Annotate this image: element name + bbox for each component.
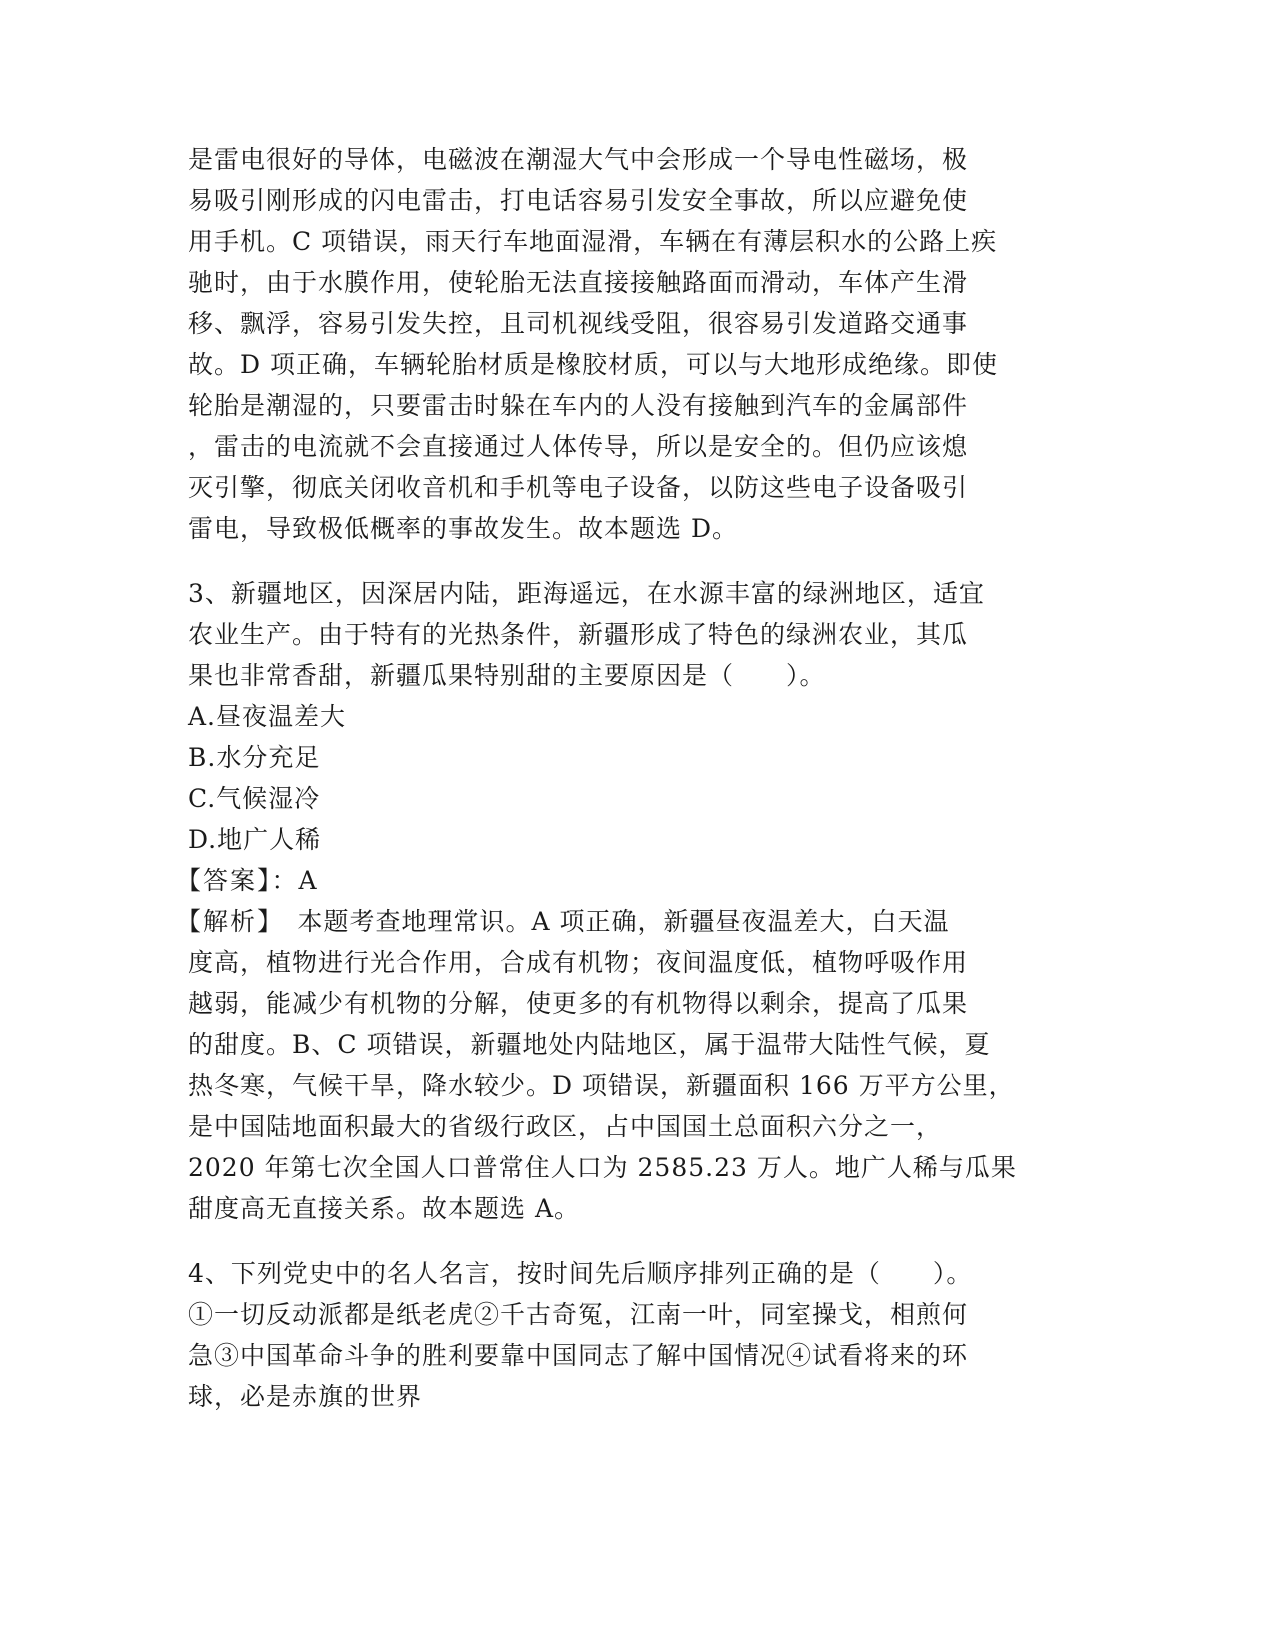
analysis-line: 热冬寒，气候干旱，降水较少。D 项错误，新疆面积 166 万平方公里， (188, 1071, 1015, 1100)
analysis-line: 甜度高无直接关系。故本题选 A。 (188, 1194, 581, 1223)
question-stem-line: 急③中国革命斗争的胜利要靠中国同志了解中国情况④试看将来的环 (188, 1341, 969, 1370)
question-stem-line: 果也非常香甜，新疆瓜果特别甜的主要原因是（ ）。 (188, 661, 826, 690)
option-c: C.气候湿冷 (188, 784, 321, 813)
answer-row (176, 866, 318, 896)
option-b: B.水分充足 (188, 743, 321, 772)
analysis-line: 是中国陆地面积最大的省级行政区，占中国国土总面积六分之一， (188, 1112, 943, 1141)
analysis-line: 2020 年第七次全国人口普常住人口为 2585.23 万人。地广人稀与瓜果 (188, 1153, 1017, 1182)
option-d: D.地广人稀 (188, 825, 322, 854)
question-stem-line: 4、下列党史中的名人名言，按时间先后顺序排列正确的是（ ）。 (188, 1259, 973, 1288)
question-stem-line: 3、新疆地区，因深居内陆，距海遥远，在水源丰富的绿洲地区，适宜 (188, 579, 985, 608)
analysis-line: 的甜度。B、C 项错误，新疆地处内陆地区，属于温带大陆性气候，夏 (188, 1030, 991, 1059)
prev-explanation-line: 故。D 项正确，车辆轮胎材质是橡胶材质，可以与大地形成绝缘。即使 (188, 350, 998, 379)
analysis-line: 越弱，能减少有机物的分解，使更多的有机物得以剩余，提高了瓜果 (188, 989, 969, 1018)
answer-label: 【答案】： (176, 866, 299, 895)
answer-value: A (298, 866, 318, 895)
prev-explanation-line: 雷电，导致极低概率的事故发生。故本题选 D。 (188, 514, 738, 543)
analysis-text: 本题考查地理常识。A 项正确，新疆昼夜温差大，白天温 (271, 907, 950, 936)
question-stem-line: 农业生产。由于特有的光热条件，新疆形成了特色的绿洲农业，其瓜 (188, 620, 969, 649)
prev-explanation-line: 驰时，由于水膜作用，使轮胎无法直接接触路面而滑动，车体产生滑 (188, 268, 969, 297)
prev-explanation-line: 易吸引刚形成的闪电雷击，打电话容易引发安全事故，所以应避免使 (188, 186, 969, 215)
prev-explanation-line: 移、飘浮，容易引发失控，且司机视线受阻，很容易引发道路交通事 (188, 309, 969, 338)
option-a: A.昼夜温差大 (188, 702, 347, 731)
prev-explanation-line: 用手机。C 项错误，雨天行车地面湿滑，车辆在有薄层积水的公路上疾 (188, 227, 998, 256)
analysis-first-line (176, 907, 950, 937)
analysis-label: 【解析】 (176, 907, 272, 936)
question-stem-line: ①一切反动派都是纸老虎②千古奇冤，江南一叶，同室操戈，相煎何 (188, 1300, 969, 1329)
prev-explanation-line: 灭引擎，彻底关闭收音机和手机等电子设备，以防这些电子设备吸引 (188, 473, 969, 502)
prev-explanation-line: ，雷击的电流就不会直接通过人体传导，所以是安全的。但仍应该熄 (188, 432, 969, 461)
question-stem-line: 球，必是赤旗的世界 (188, 1382, 423, 1411)
prev-explanation-line: 轮胎是潮湿的，只要雷击时躲在车内的人没有接触到汽车的金属部件 (188, 391, 969, 420)
prev-explanation-line: 是雷电很好的导体，电磁波在潮湿大气中会形成一个导电性磁场，极 (188, 145, 969, 174)
analysis-line: 度高，植物进行光合作用，合成有机物；夜间温度低，植物呼吸作用 (188, 948, 969, 977)
